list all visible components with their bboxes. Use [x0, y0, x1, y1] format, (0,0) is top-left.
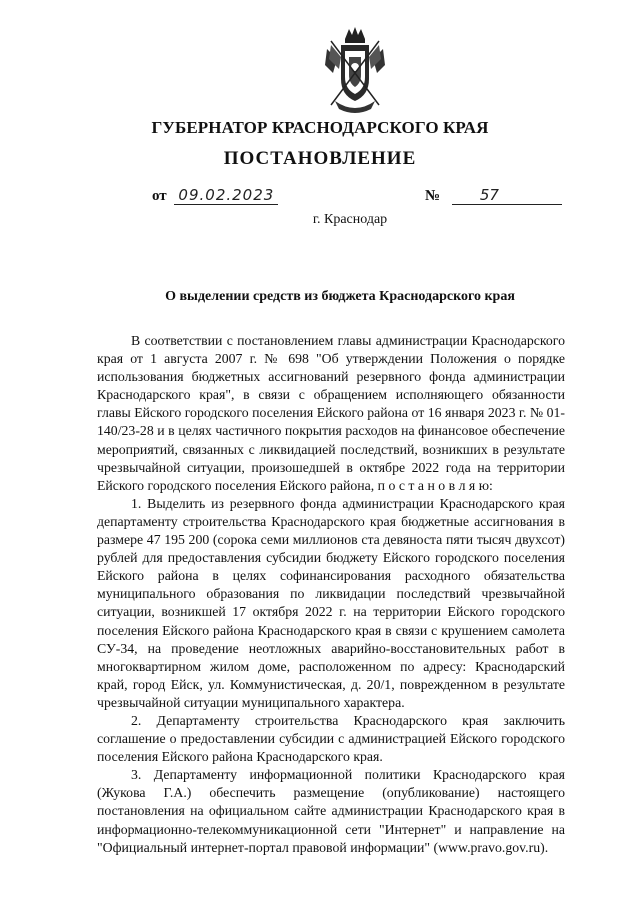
clause-3: 3. Департаменту информационной политики Краснодарского края (Жукова Г.А.) обеспечить размещение (опубликование) настоящего постановления на официальном сайте администрации Краснодарского края в информационно-телекоммуникационной сети "Интернет" и направление на "Официальный интернет-портал правовой информации" (www.pravo.gov.ru).	[97, 767, 565, 855]
number-prefix: №	[425, 188, 441, 204]
date-line	[152, 186, 278, 205]
date-value: 09.02.2023	[174, 186, 278, 205]
clause-1: 1. Выделить из резервного фонда администрации Краснодарского края департаменту строительства Краснодарского края бюджетные ассигнования в размере 47 195 200 (сорока семи миллионов ста девяноста пяти тысяч двухсот) рублей для предоставления субсидии бюджету Ейского городского поселения Ейского района в целях софинансирования расходного обязательства муниципального образования по ликвидации последствий чрезвычайной ситуации, возникшей 17 октября 2022 г. на территории Ейского городского поселения Ейского района Краснодарского края в связи с крушением самолета СУ-34, на проведение неотложных аварийно-восстановительных работ в многоквартирном жилом доме, расположенном по адресу: Краснодарский край, город Ейск, ул. Коммунистическая, д. 20/1, поврежденном в результате чрезвычайной ситуации муниципального характера.	[97, 495, 565, 710]
number-value: 57	[452, 186, 562, 205]
preamble-paragraph: В соответствии с постановлением главы администрации Краснодарского края от 1 августа 2007 г. № 698 "Об утверждении Положения о порядке использования бюджетных ассигнований резервного фонда администрации Краснодарского края", в связи с обращением исполняющего обязанности главы Ейского городского поселения Ейского района от 16 января 2023 г. № 01-140/23-28 и в целях частичного покрытия расходов на финансовое обеспечение мероприятий, связанных с ликвидацией последствий, возникших в результате чрезвычайной ситуации, произошедшей в октябре 2022 года на территории Ейского городского поселения Ейского района, п о с т а н о в л я ю:	[97, 333, 565, 493]
document-type: ПОСТАНОВЛЕНИЕ	[223, 148, 417, 169]
number-line	[425, 186, 562, 205]
date-prefix: от	[152, 188, 167, 204]
document-body	[97, 332, 565, 857]
coat-of-arms-icon	[321, 25, 389, 117]
authority-title: ГУБЕРНАТОР КРАСНОДАРСКОГО КРАЯ	[151, 118, 489, 137]
document-subject: О выделении средств из бюджета Краснодарского края	[165, 289, 515, 304]
city: г. Краснодар	[312, 212, 388, 227]
clause-2: 2. Департаменту строительства Краснодарского края заключить соглашение о предоставлении субсидии с администрацией Ейского городского поселения Ейского района Краснодарского края.	[97, 712, 565, 765]
